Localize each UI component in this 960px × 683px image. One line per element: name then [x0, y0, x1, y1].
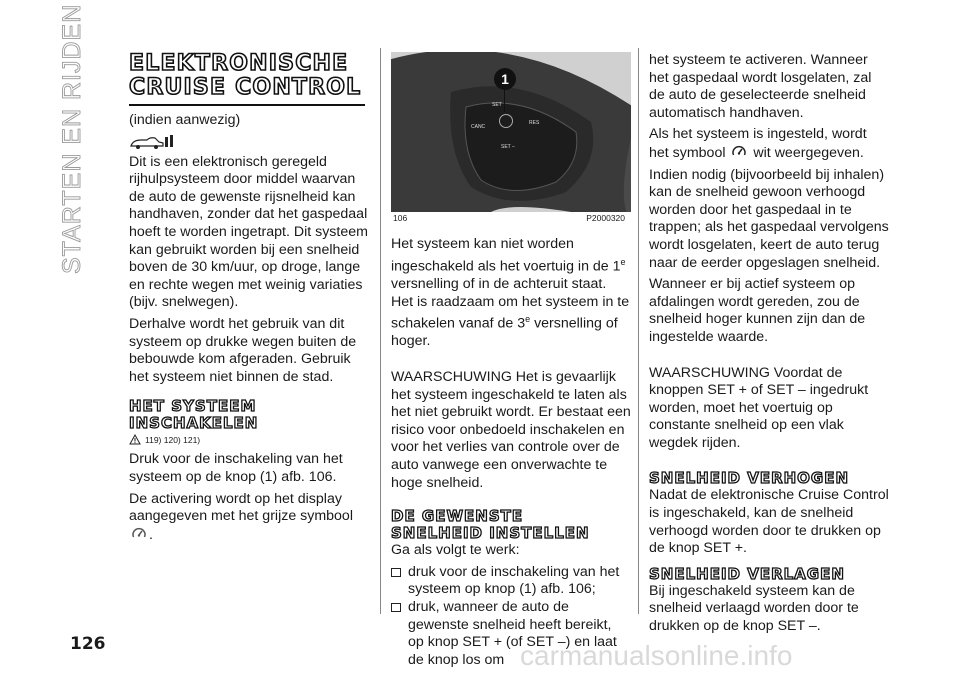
bullet-box-icon — [391, 603, 401, 612]
page-number: 126 — [70, 634, 106, 654]
section-title-line2: CRUISE CONTROL — [129, 75, 362, 100]
column-2 — [391, 236, 631, 669]
display-text: De activering wordt op het display aangegeven met het grijze symbool — [129, 490, 353, 525]
subsection-title-line2: SNELHEID INSTELLEN — [391, 524, 590, 543]
bullet-box-icon — [391, 568, 401, 577]
column-1 — [129, 52, 369, 548]
display-text-end: . — [149, 526, 153, 543]
continuation-paragraph: het systeem te activeren. Wanneer het gaspedaal wordt losgelaten, zal de auto de geselecteerde snelheid automatisch handhaven. — [649, 52, 872, 121]
steps-intro: Ga als volgt te werk: — [391, 542, 520, 559]
warning-paragraph: WAARSCHUWING Het is gevaarlijk het systeem ingeschakeld te laten als het niet gebruikt wordt. Er bestaat een risico voor onbedoeld inschakelen en voor het verlies van controle over de auto vanwege een onverwachte te hoge snelheid. — [391, 369, 631, 491]
res-label: RES — [529, 120, 540, 126]
subsection-title-line1: HET SYSTEEM — [129, 397, 257, 416]
figure-caption — [391, 212, 631, 226]
warning-references — [129, 434, 369, 445]
figure-code: P2000320 — [586, 213, 625, 223]
callout-marker: 1 — [494, 68, 516, 90]
intro-paragraph: Dit is een elektronisch geregeld rijhulpsysteem door middel waarvan de auto de gewenste rijsnelheid kan handhaven, zonder dat het gaspedaal hoeft te worden ingetrapt. Dit systeem kan gebruikt worden bij een snelheid boven de 30 km/uur, op droge, lange en rechte wegen met weinig variaties (bijv. snelwegen). — [129, 153, 368, 311]
warning-ref-numbers: 119) 120) 121) — [145, 435, 201, 446]
decrease-paragraph: Bij ingeschakeld systeem kan de snelheid verlaagd worden door te drukken op de knop SET –. — [649, 582, 859, 635]
cruise-button — [499, 114, 513, 128]
list-item-text: druk, wanneer de auto de gewenste snelheid heeft bereikt, op knop SET + (of SET –) en laat de knop los om — [408, 598, 617, 668]
symbol-text-a: Als het systeem is ingesteld, wordt het symbool — [649, 126, 867, 161]
chapter-side-title: STARTEN EN RIJDEN — [58, 3, 86, 274]
gear-text-c: versnelling of hoger. — [391, 315, 618, 350]
callout-line — [504, 90, 505, 112]
ordinal-sup: e — [525, 314, 531, 325]
column-divider — [380, 48, 381, 614]
gear-text-a: Het systeem kan niet worden ingeschakeld als het voertuig in de 1 — [391, 236, 621, 275]
list-item-text: druk voor de inschakeling van het systeem op knop (1) afb. 106; — [408, 563, 620, 598]
gear-text-b: versnelling of in de achteruit staat. Het is raadzaam om het systeem in te schakelen vanaf de 3 — [391, 275, 630, 332]
title-rule — [129, 104, 365, 106]
availability-note: (indien aanwezig) — [129, 112, 241, 128]
symbol-text-b: wit weergegeven. — [753, 144, 864, 161]
column-divider — [638, 48, 639, 614]
subsection-title-line2: INSCHAKELEN — [129, 414, 259, 433]
subsection-title-decrease: SNELHEID VERLAGEN — [649, 564, 845, 583]
warning-paragraph: WAARSCHUWING Voordat de knoppen SET + of SET – ingedrukt worden, moet het voertuig op constante snelheid op een vlak wegdek rijden. — [649, 364, 869, 451]
usage-paragraph: Derhalve wordt het gebruik van dit systeem op drukke wegen buiten de bebouwde kom afgeraden. Gebruik het systeem niet binnen de stad. — [129, 315, 357, 385]
cruise-control-white-icon — [731, 144, 747, 160]
subsection-title-line1: DE GEWENSTE — [391, 507, 524, 526]
list-item — [391, 564, 631, 599]
canc-label: CANC — [471, 124, 486, 130]
steering-wheel-figure — [391, 52, 631, 212]
subsection-title-increase: SNELHEID VERHOGEN — [649, 469, 850, 488]
display-paragraph — [129, 491, 369, 545]
section-title-line1: ELEKTRONISCHE — [129, 51, 349, 76]
set-plus-label: SET — [492, 102, 502, 108]
set-minus-label: SET – — [501, 144, 515, 150]
warning-triangle-icon — [129, 434, 141, 445]
gear-paragraph — [391, 236, 631, 351]
activation-paragraph: Druk voor de inschakeling van het systeem op de knop (1) afb. 106. — [129, 451, 343, 485]
watermark: carmanualsonline.info — [520, 640, 793, 671]
increase-paragraph: Nadat de elektronische Cruise Control is ingeschakeld, kan de snelheid verhoogd worden door te drukken op de knop SET +. — [649, 487, 889, 557]
overtake-paragraph: Indien nodig (bijvoorbeeld bij inhalen) kan de snelheid gewoon verhoogd worden door het gaspedaal in te trappen; als het gaspedaal vervolgens wordt losgelaten, keert de auto terug naar de eerder opgeslagen snelheid. — [649, 166, 889, 271]
symbol-paragraph — [649, 126, 889, 162]
ordinal-sup: e — [620, 256, 626, 267]
cruise-control-gray-icon — [131, 526, 147, 542]
figure-number: 106 — [393, 213, 408, 223]
vehicle-variant-icon — [129, 134, 369, 152]
column-3 — [649, 52, 889, 640]
downhill-paragraph: Wanneer er bij actief systeem op afdalingen wordt gereden, zou de snelheid hoger kunnen zijn dan de ingestelde waarde. — [649, 276, 866, 345]
